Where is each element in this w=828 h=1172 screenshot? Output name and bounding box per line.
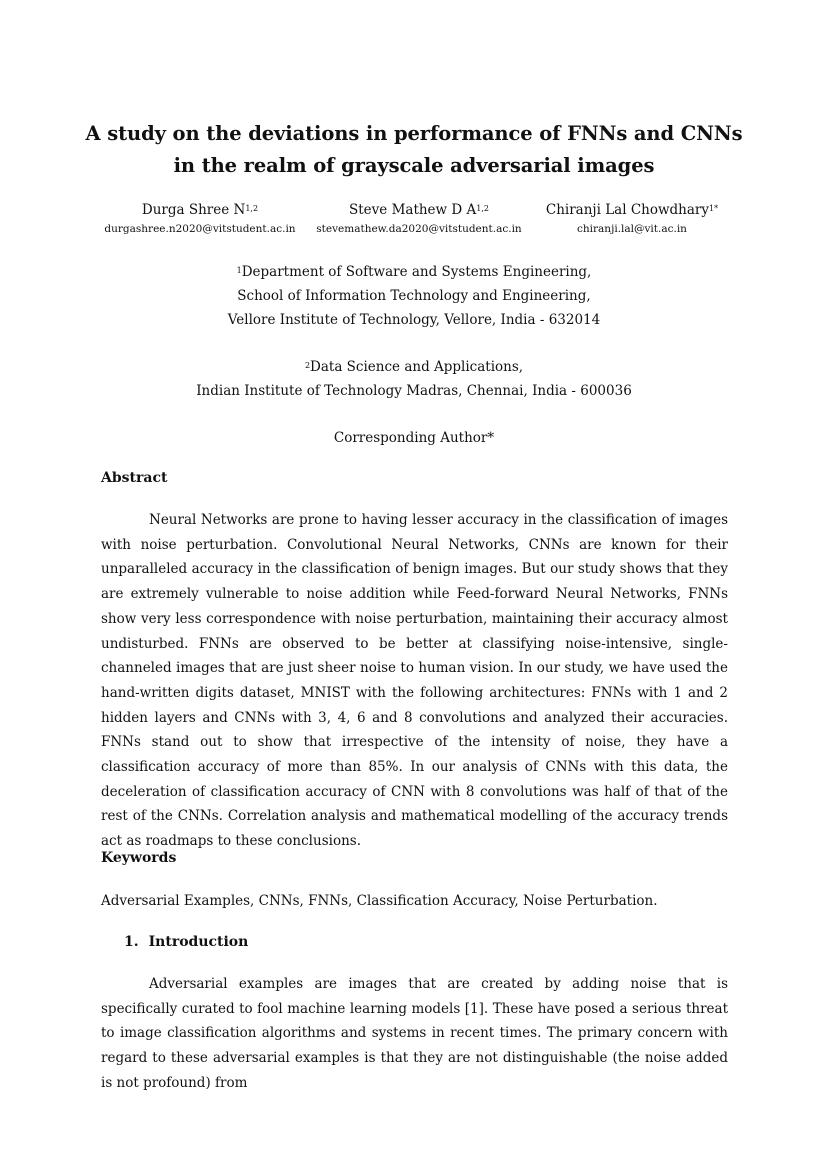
abstract-text: Neural Networks are prone to having lesser accuracy in the classification of images with noise perturbation. Convolutional Neural Networks, CNNs are known for their unparalleled accuracy in the classification of benign images. But our study shows that they are extremely vulnerable to noise addition while Feed-forward Neural Networks, FNNs show very less correspondence with noise perturbation, maintaining their accuracy almost undisturbed. FNNs are observed to be better at classifying noise-intensive, single-channeled images that are just sheer noise to human vision. In our study, we have used the hand-written digits dataset, MNIST with the following architectures: FNNs with 1 and 2 hidden layers and CNNs with 3, 4, 6 and 8 convolutions and analyzed their accuracies. FNNs stand out to show that irrespective of the intensity of noise, they have a classification accuracy of more than 85%. In our analysis of CNNs with this data, the deceleration of classification accuracy of CNN with 8 convolutions was half of that of the rest of the CNNs. Correlation analysis and mathematical modelling of the accuracy trends act as roadmaps to these conclusions. (101, 512, 728, 850)
corresponding-author-note: Corresponding Author* (333, 430, 495, 446)
keywords-heading: Keywords (101, 850, 177, 866)
affiliation-line: Indian Institute of Technology Madras, Chennai, India - 600036 (196, 383, 632, 399)
introduction-heading (124, 930, 248, 954)
author-email: durgashree.n2020@vitstudent.ac.in (104, 223, 296, 235)
author-affiliation-marker: 1,2 (245, 204, 259, 213)
affiliation-marker: 2 (304, 361, 311, 370)
affiliation-1 (100, 260, 728, 332)
section-title: Introduction (148, 934, 249, 950)
keywords-text: Adversarial Examples, CNNs, FNNs, Classification Accuracy, Noise Perturbation. (101, 893, 658, 909)
introduction-text: Adversarial examples are images that are created by adding noise that is specifically curated to fool machine learning models [1]. These have posed a serious threat to image classification algorithms and systems in recent times. The primary concern with regard to these adversarial examples is that they are not distinguishable (the noise added is not profound) from (101, 976, 728, 1091)
author-3 (536, 200, 728, 238)
affiliation-2 (100, 355, 728, 403)
affiliation-line: Department of Software and Systems Engineering, (241, 264, 592, 280)
author-2 (314, 200, 524, 238)
affiliation-line: School of Information Technology and Engineering, (237, 288, 591, 304)
author-name: Chiranji Lal Chowdhary (545, 202, 710, 218)
affiliation-marker: 1 (236, 266, 242, 275)
author-name: Durga Shree N (141, 202, 246, 218)
affiliation-line: Data Science and Applications, (310, 359, 524, 375)
author-affiliation-marker: 1* (709, 204, 719, 213)
section-number: 1. (124, 934, 139, 950)
author-email: chiranji.lal@vit.ac.in (577, 223, 687, 235)
author-affiliation-marker: 1,2 (476, 204, 489, 213)
author-1 (100, 200, 300, 238)
paper-title: A study on the deviations in performance of FNNs and CNNs in the realm of grayscale adversarial images (85, 122, 743, 177)
author-email: stevemathew.da2020@vitstudent.ac.in (316, 223, 522, 235)
affiliation-line: Vellore Institute of Technology, Vellore, India - 632014 (227, 312, 601, 328)
author-list (100, 200, 728, 240)
abstract-heading: Abstract (101, 470, 168, 486)
author-name: Steve Mathew D A (349, 202, 477, 218)
